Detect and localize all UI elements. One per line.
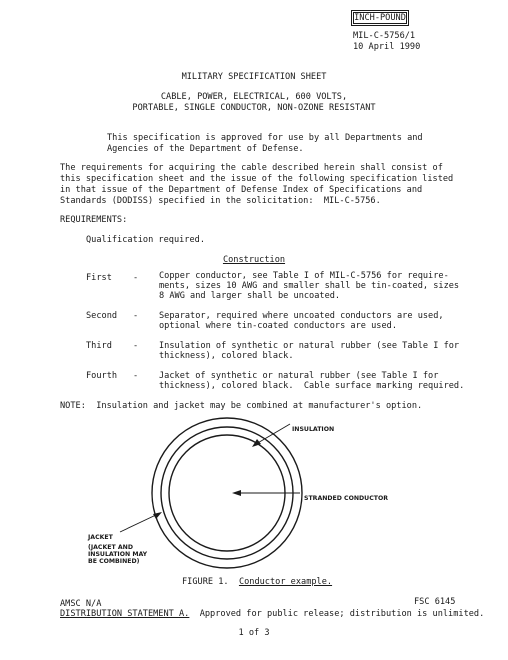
layer-desc-line: thickness), colored black.: [159, 351, 294, 361]
approval-line-1: This specification is approved for use by all Departments and: [107, 133, 423, 143]
intro-line-2: this specification sheet and the issue of the following specification listed: [60, 174, 454, 184]
distribution-statement: [60, 609, 484, 620]
jacket-note-line-2: INSULATION MAY: [88, 551, 148, 559]
layer-desc-line: optional where tin-coated conductors are used.: [159, 321, 397, 331]
inch-pound-label: INCH-POUND: [354, 13, 406, 23]
doc-date: 10 April 1990: [353, 42, 421, 52]
insulation-leader-line: [256, 424, 290, 444]
note-text: NOTE: Insulation and jacket may be combined at manufacturer's option.: [60, 401, 423, 411]
layer-dash: -: [133, 273, 139, 283]
sheet-title: MILITARY SPECIFICATION SHEET: [181, 72, 327, 82]
layer-desc-line: Separator, required where uncoated conductors are used,: [159, 311, 444, 321]
qualification-text: Qualification required.: [86, 235, 205, 245]
insulation-label: INSULATION: [292, 426, 335, 434]
layer-desc-line: 8 AWG and larger shall be uncoated.: [159, 291, 341, 301]
jacket-label: JACKET: [88, 534, 113, 542]
construction-heading: Construction: [222, 255, 286, 265]
layer-name-first: First: [86, 273, 112, 283]
distribution-text: Approved for public release; distribution is unlimited.: [189, 609, 485, 619]
stranded-conductor-label: STRANDED CONDUCTOR: [304, 495, 388, 503]
layer-desc-line: Insulation of synthetic or natural rubber (see Table I for: [159, 341, 460, 351]
layer-name-third: Third: [86, 341, 112, 351]
intro-line-4: Standards (DODISS) specified in the solicitation: MIL-C-5756.: [60, 196, 381, 206]
cable-title-line-1: CABLE, POWER, ELECTRICAL, 600 VOLTS,: [160, 92, 348, 102]
layer-desc-line: thickness), colored black. Cable surface marking required.: [159, 381, 465, 391]
layer-dash: -: [133, 311, 139, 321]
figure-caption-prefix: FIGURE 1.: [182, 577, 229, 587]
fsc-text: FSC 6145: [414, 597, 456, 607]
page-number: 1 of 3: [238, 628, 270, 638]
intro-line-3: in that issue of the Department of Defense Index of Specifications and: [60, 185, 423, 195]
layer-name-fourth: Fourth: [86, 371, 118, 381]
cable-title-line-2: PORTABLE, SINGLE CONDUCTOR, NON-OZONE RESISTANT: [132, 103, 376, 113]
jacket-note-line-1: (JACKET AND: [88, 544, 133, 552]
jacket-leader-line: [120, 514, 158, 532]
requirements-heading: REQUIREMENTS:: [60, 215, 128, 225]
jacket-note-line-3: BE COMBINED): [88, 558, 140, 566]
figure-caption-title: Conductor example.: [238, 577, 333, 587]
conductor-arrowhead: [232, 490, 241, 496]
layer-name-second: Second: [86, 311, 118, 321]
intro-line-1: The requirements for acquiring the cable described herein shall consist of: [60, 163, 443, 173]
amsc-text: AMSC N/A: [60, 599, 102, 609]
layer-desc-line: Copper conductor, see Table I of MIL-C-5756 for require-: [159, 271, 449, 281]
layer-desc-line: ments, sizes 10 AWG and smaller shall be tin-coated, sizes: [159, 281, 460, 291]
figure-caption: [182, 577, 332, 588]
doc-number: MIL-C-5756/1: [353, 31, 416, 41]
layer-dash: -: [133, 341, 139, 351]
layer-dash: -: [133, 371, 139, 381]
distribution-label: DISTRIBUTION STATEMENT A.: [60, 609, 190, 619]
layer-desc-line: Jacket of synthetic or natural rubber (see Table I for: [159, 371, 439, 381]
approval-line-2: Agencies of the Department of Defense.: [107, 144, 304, 154]
